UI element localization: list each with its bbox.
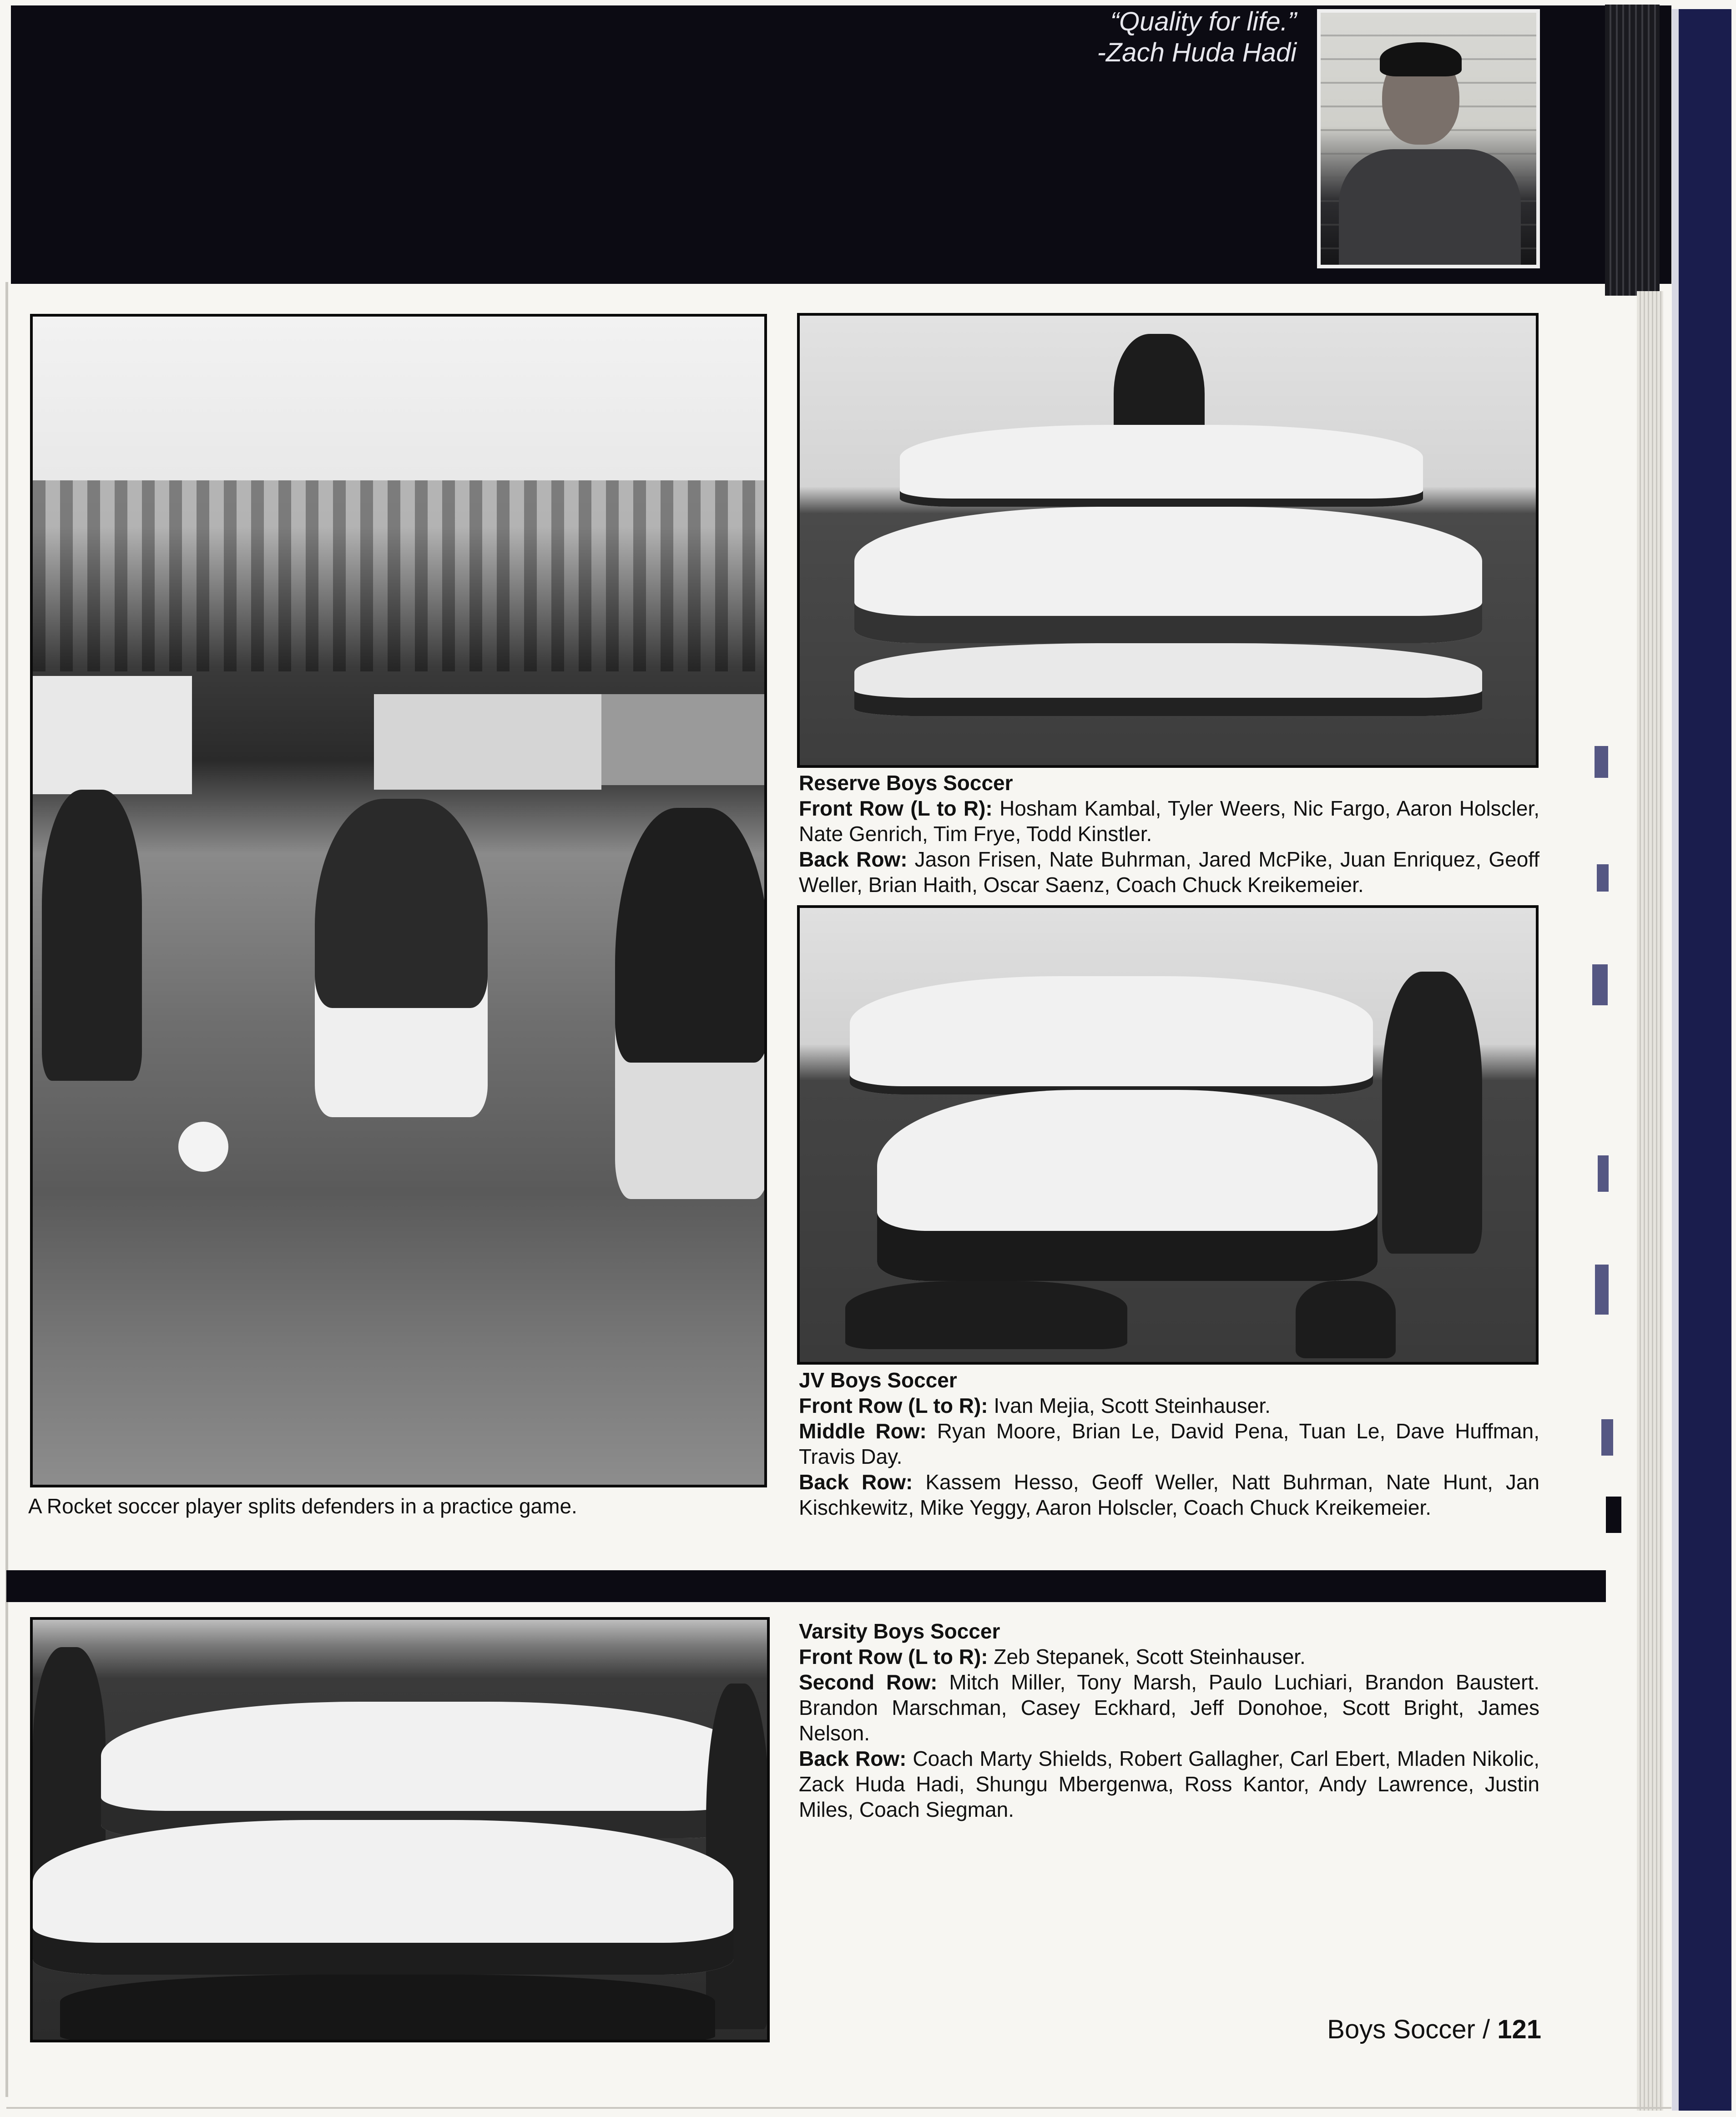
reserve-title: Reserve Boys Soccer — [799, 771, 1013, 795]
reserve-front-row: Front Row (L to R): Hosham Kambal, Tyler Weers, Nic Fargo, Aaron Holscler, Nate Genrich, Tim Frye, Todd Kinstler. — [799, 796, 1540, 846]
ink-smudge — [1595, 746, 1608, 778]
reserve-back-row: Back Row: Jason Frisen, Nate Buhrman, Jared McPike, Juan Enriquez, Geoff Weller, Brian Haith, Oscar Saenz, Coach Chuck Kreikemeier. — [799, 847, 1540, 897]
jv-caption — [799, 1367, 1539, 1520]
book-cover-spine — [1679, 9, 1731, 2111]
varsity-title: Varsity Boys Soccer — [799, 1619, 1000, 1643]
varsity-front-row: Front Row (L to R): Zeb Stepanek, Scott Steinhauser. — [799, 1645, 1306, 1668]
reserve-team-photo — [797, 313, 1539, 768]
page-stack-edge — [1605, 5, 1660, 296]
photo-caption: A Rocket soccer player splits defenders in a practice game. — [28, 1494, 577, 1518]
folio-section: Boys Soccer / — [1327, 2015, 1490, 2044]
ink-smudge — [1598, 1155, 1609, 1192]
varsity-team-photo — [30, 1617, 770, 2042]
page-edge-right — [1637, 291, 1663, 2111]
bottom-page-edge — [6, 2107, 1671, 2109]
ink-smudge — [1595, 1265, 1609, 1315]
reserve-caption — [799, 770, 1539, 897]
left-page-edge — [5, 282, 8, 2097]
jv-front-row: Front Row (L to R): Ivan Mejia, Scott Steinhauser. — [799, 1394, 1271, 1417]
ink-smudge — [1606, 1497, 1621, 1533]
varsity-second-row: Second Row: Mitch Miller, Tony Marsh, Paulo Luchiari, Brandon Baustert. Brandon Marschman, Casey Eckhard, Jeff Donohoe, Scott Bright, James Nelson. — [799, 1670, 1540, 1745]
action-photo — [30, 314, 767, 1487]
quote-text: “Quality for life.” — [1110, 7, 1297, 36]
soccer-ball — [178, 1122, 228, 1172]
varsity-caption — [799, 1618, 1539, 1822]
jv-middle-row: Middle Row: Ryan Moore, Brian Le, David Pena, Tuan Le, Dave Huffman, Travis Day. — [799, 1419, 1540, 1468]
ink-smudge — [1601, 1419, 1613, 1456]
section-divider — [6, 1570, 1606, 1602]
varsity-back-row: Back Row: Coach Marty Shields, Robert Gallagher, Carl Ebert, Mladen Nikolic, Zack Huda Hadi, Shungu Mbergenwa, Ross Kantor, Andy Lawrence, Justin Miles, Coach Siegman. — [799, 1747, 1539, 1821]
pull-quote — [1024, 6, 1297, 68]
portrait-photo — [1317, 9, 1540, 268]
page-folio — [1310, 2014, 1541, 2045]
jv-back-row: Back Row: Kassem Hesso, Geoff Weller, Natt Buhrman, Nate Hunt, Jan Kischkewitz, Mike Yeggy, Aaron Holscler, Coach Chuck Kreikemeier. — [799, 1470, 1540, 1519]
page-number: 121 — [1497, 2015, 1541, 2044]
ink-smudge — [1597, 864, 1609, 892]
jv-title: JV Boys Soccer — [799, 1368, 957, 1392]
quote-attribution: -Zach Huda Hadi — [1097, 38, 1297, 67]
ink-smudge — [1592, 964, 1608, 1005]
jv-team-photo — [797, 905, 1539, 1365]
